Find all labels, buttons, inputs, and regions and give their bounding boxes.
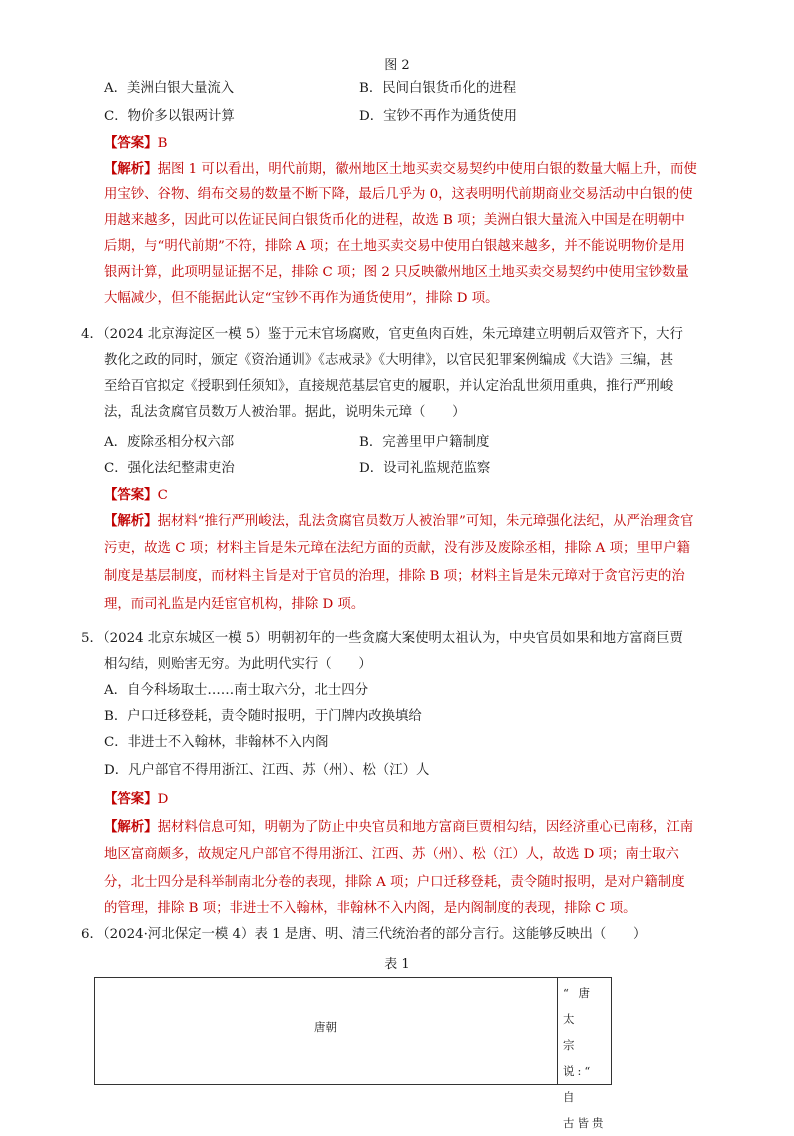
analysis-label: 【解析】 [104, 819, 158, 835]
q5-analysis-line: 分，北士四分是科举制南北分卷的表现，排除 A 项；户口迁移登耗，责令随时报明，是对户籍制度 [104, 875, 685, 890]
quote-line: 古皆贵 [563, 1116, 607, 1130]
analysis-label: 【解析】 [104, 161, 158, 177]
quote-line: 说:“ 自 [563, 1064, 594, 1104]
q4-stem-line: 教化之政的同时，颁定《资治通训》《志戒录》《大明律》，以官民犯罪案例编成《大诰》三编，甚 [104, 353, 674, 368]
q4-option-c: C．强化法纪整肃吏治 [104, 461, 235, 476]
answer-label: 【答案】 [104, 487, 158, 503]
answer-value: D [157, 792, 169, 807]
quote-line: 宗 [563, 1038, 578, 1052]
quote-line: “ 唐 太 [563, 986, 594, 1026]
q6-stem: 6．（2024·河北保定一模 4）表 1 是唐、明、清三代统治者的部分言行。这能够反映出（ ） [81, 927, 647, 942]
table-caption: 表 1 [384, 957, 410, 972]
analysis-text: 据材料信息可知，明朝为了防止中央官员和地方富商巨贾相勾结，因经济重心已南移，江南 [157, 820, 694, 835]
q4-stem-line: 至给百官拟定《授职到任须知》，直接规范基层官吏的履职，并认定治乱世须用重典，推行严刑峻 [104, 379, 674, 394]
analysis-text: 据材料“推行严刑峻法，乱法贪腐官员数万人被治罪”可知，朱元璋强化法纪，从严治理贪官 [157, 514, 694, 529]
q5-stem-line: 相勾结，则贻害无穷。为此明代实行（ ） [104, 657, 372, 672]
q4-analysis-line: 制度是基层制度，而材料主旨是对于官员的治理，排除 B 项；材料主旨是朱元璋对于贪官污吏的治 [104, 569, 685, 584]
q4-analysis-line [104, 512, 694, 531]
q3-analysis-line: 用越来越多，因此可以佐证民间白银货币化的进程，故选 B 项；美洲白银大量流入中国是在明朝中 [104, 213, 685, 228]
q3-analysis-line: 银两计算，此项明显证据不足，排除 C 项；图 2 只反映徽州地区土地买卖交易契约中使用宝钞数量 [104, 265, 689, 280]
q4-analysis-line: 污吏，故选 C 项；材料主旨是朱元璋在法纪方面的贡献，没有涉及废除丞相，排除 A 项；里甲户籍 [104, 541, 690, 556]
q4-option-d: D．设司礼监规范监察 [359, 461, 491, 476]
q3-analysis-line: 后期，与“明代前期”不符，排除 A 项；在土地买卖交易中使用白银越来越多，并不能说明物价是用 [104, 239, 685, 254]
table-cell-dynasty: 唐朝 [314, 1020, 337, 1034]
q4-analysis-line: 理，而司礼监是内廷宦官机构，排除 D 项。 [104, 597, 365, 612]
q5-option-d: D．凡户部官不得用浙江、江西、苏（州）、松（江）人 [104, 763, 430, 778]
q3-analysis-line: 大幅减少，但不能据此认定“宝钞不再作为通货使用”，排除 D 项。 [104, 291, 499, 306]
q5-answer [104, 790, 168, 809]
q4-stem-line: 法，乱法贪腐官员数万人被治罪。据此，说明朱元璋（ ） [104, 405, 466, 420]
q5-option-a: A．自今科场取士……南士取六分，北士四分 [104, 683, 369, 698]
analysis-text: 据图 1 可以看出，明代前期，徽州地区土地买卖交易契约中使用白银的数量大幅上升，而使 [157, 162, 697, 177]
answer-label: 【答案】 [104, 135, 158, 151]
q5-analysis-line: 的管理，排除 B 项；非进士不入翰林，非翰林不入内阁，是内阁制度的表现，排除 C 项。 [104, 901, 637, 916]
q3-option-c: C．物价多以银两计算 [104, 109, 235, 124]
q3-answer [104, 134, 167, 153]
q4-answer [104, 486, 168, 505]
analysis-label: 【解析】 [104, 513, 158, 529]
q3-analysis-line [104, 160, 697, 179]
q5-option-c: C．非进士不入翰林，非翰林不入内阁 [104, 735, 329, 750]
q5-analysis-line [104, 818, 693, 837]
q3-analysis-line: 用宝钞、谷物、绢布交易的数量不断下降，最后几乎为 0，这表明明代前期商业交易活动中白银的使 [104, 187, 693, 202]
q3-option-a: A．美洲白银大量流入 [104, 81, 235, 96]
q4-option-b: B．完善里甲户籍制度 [359, 435, 490, 450]
q4-stem-line: 4．（2024 北京海淀区一模 5）鉴于元末官场腐败，官吏鱼肉百姓，朱元璋建立明朝后双管齐下，大行 [81, 327, 683, 342]
q3-option-d: D．宝钞不再作为通货使用 [359, 109, 518, 124]
figure-caption: 图 2 [384, 58, 410, 73]
q5-option-b: B．户口迁移登耗，责令随时报明，于门牌内改换填给 [104, 709, 422, 724]
table-column-divider [557, 977, 558, 1085]
q4-option-a: A．废除丞相分权六部 [104, 435, 235, 450]
table-cell-quote [563, 980, 609, 1136]
answer-label: 【答案】 [104, 791, 158, 807]
q5-stem-line: 5．（2024 北京东城区一模 5）明朝初年的一些贪腐大案使明太祖认为，中央官员如果和地方富商巨贾 [81, 631, 683, 646]
q3-option-b: B．民间白银货币化的进程 [359, 81, 517, 96]
q5-analysis-line: 地区富商颇多，故规定凡户部官不得用浙江、江西、苏（州）、松（江）人，故选 D 项；南士取六 [104, 847, 679, 862]
answer-value: B [157, 136, 168, 151]
answer-value: C [157, 488, 168, 503]
